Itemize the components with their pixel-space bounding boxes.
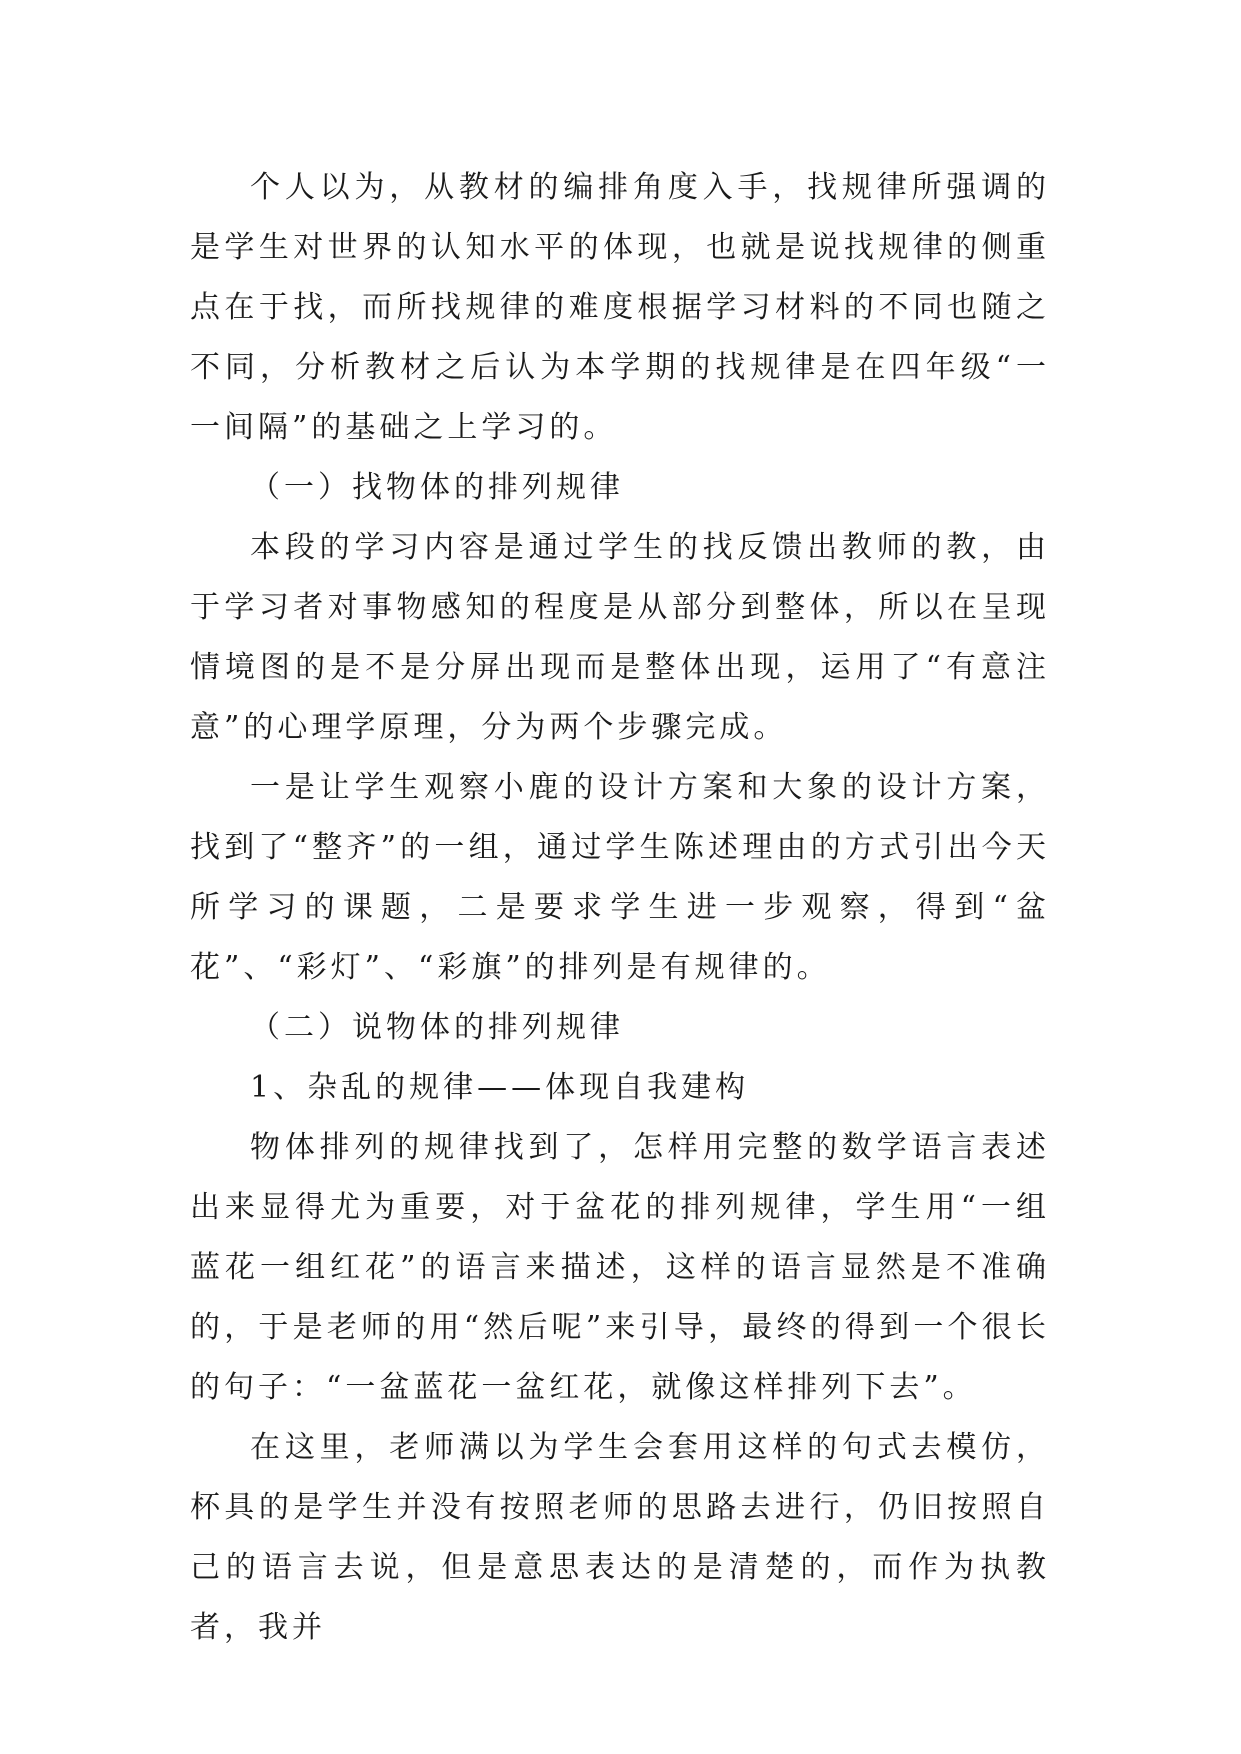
paragraph-3: 一是让学生观察小鹿的设计方案和大象的设计方案，找到了“整齐”的一组，通过学生陈述理由的方式引出今天所学习的课题，二是要求学生进一步观察，得到“盆花”、“彩灯”、“彩旗”的排列是有规律的。 xyxy=(190,770,1050,985)
paragraph-4: 物体排列的规律找到了，怎样用完整的数学语言表述出来显得尤为重要，对于盆花的排列规律，学生用“一组蓝花一组红花”的语言来描述，这样的语言显然是不准确的，于是老师的用“然后呢”来引导，最终的得到一个很长的句子：“一盆蓝花一盆红花，就像这样排列下去”。 xyxy=(190,1130,1050,1405)
paragraph-2: 本段的学习内容是通过学生的找反馈出教师的教，由于学习者对事物感知的程度是从部分到整体，所以在呈现情境图的是不是分屏出现而是整体出现，运用了“有意注意”的心理学原理，分为两个步骤完成。 xyxy=(190,530,1050,745)
section-heading-1: （一）找物体的排列规律 xyxy=(250,470,624,505)
paragraph-5: 在这里，老师满以为学生会套用这样的句式去模仿，杯具的是学生并没有按照老师的思路去进行，仍旧按照自己的语言去说，但是意思表达的是清楚的，而作为执教者，我并 xyxy=(190,1430,1050,1645)
subsection-heading-1: 1、杂乱的规律——体现自我建构 xyxy=(250,1070,750,1105)
paragraph-1: 个人以为，从教材的编排角度入手，找规律所强调的是学生对世界的认知水平的体现，也就是说找规律的侧重点在于找，而所找规律的难度根据学习材料的不同也随之不同，分析教材之后认为本学期的找规律是在四年级“一一间隔”的基础之上学习的。 xyxy=(190,170,1050,445)
document-body xyxy=(190,158,1050,1658)
section-heading-2: （二）说物体的排列规律 xyxy=(250,1010,624,1045)
